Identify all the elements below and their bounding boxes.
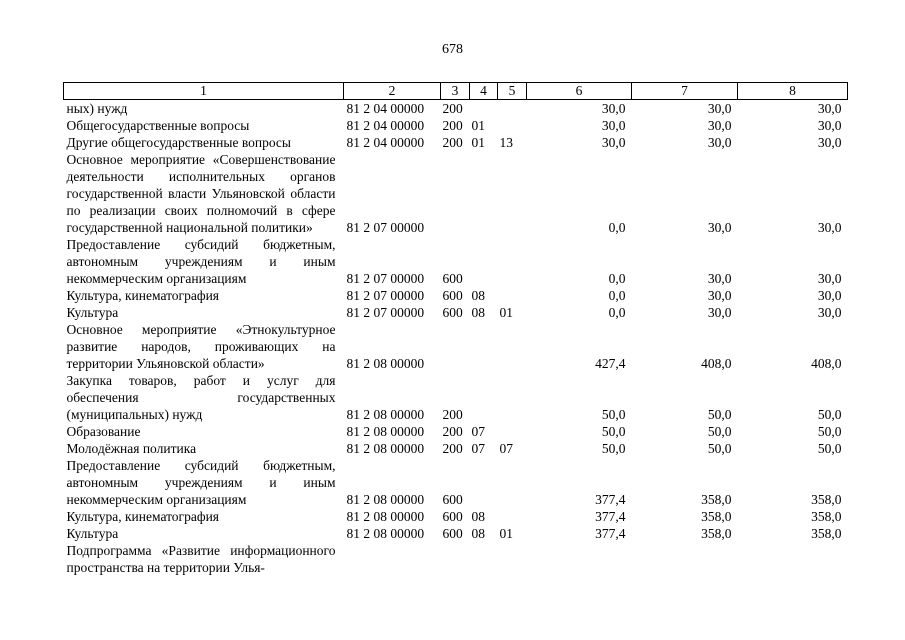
row-expense-type-cell: 600 — [442, 492, 463, 507]
row-value-8-cell: 30,0 — [817, 288, 842, 303]
row-expense-type-cell: 600 — [442, 526, 463, 541]
row-value-7-cell: 50,0 — [707, 441, 732, 456]
row-value-6-cell: 30,0 — [601, 118, 626, 133]
row-expense-type-cell — [441, 151, 470, 236]
table-row — [64, 440, 848, 457]
row-subsection-cell — [498, 508, 527, 525]
table-row — [64, 372, 848, 423]
table-row — [64, 134, 848, 151]
row-code-cell: 81 2 08 00000 — [346, 356, 425, 371]
row-expense-type-cell: 200 — [442, 441, 463, 456]
row-subsection-cell — [498, 423, 527, 440]
table-row — [64, 321, 848, 372]
row-value-8-cell: 30,0 — [817, 220, 842, 235]
column-header: 8 — [738, 83, 848, 100]
row-name-cell: Предоставление субсидий бюджетным, автономным учреждениям и иным некоммерческим организациям — [66, 237, 336, 286]
row-value-6-cell: 50,0 — [601, 407, 626, 422]
table-row — [64, 100, 848, 118]
row-name-cell: Образование — [66, 424, 141, 439]
row-code-cell: 81 2 07 00000 — [346, 271, 425, 286]
row-section-cell — [470, 457, 498, 508]
row-code-cell: 81 2 08 00000 — [346, 492, 425, 507]
table-row — [64, 508, 848, 525]
row-expense-type-cell: 200 — [442, 407, 463, 422]
row-value-8-cell: 358,0 — [811, 526, 842, 541]
row-value-6-cell: 0,0 — [608, 271, 626, 286]
row-subsection-cell — [498, 117, 527, 134]
row-section-cell — [470, 100, 498, 118]
table-row — [64, 304, 848, 321]
column-header: 1 — [64, 83, 344, 100]
row-section-cell: 07 — [471, 424, 485, 439]
row-section-cell — [470, 542, 498, 576]
row-expense-type-cell: 200 — [442, 424, 463, 439]
row-subsection-cell: 01 — [499, 526, 513, 541]
row-value-8-cell: 30,0 — [817, 305, 842, 320]
table-body — [64, 100, 848, 577]
row-value-8-cell: 30,0 — [817, 118, 842, 133]
row-section-cell: 08 — [471, 526, 485, 541]
row-value-8-cell: 30,0 — [817, 101, 842, 116]
row-value-7-cell: 30,0 — [707, 135, 732, 150]
row-code-cell: 81 2 04 00000 — [346, 135, 425, 150]
row-expense-type-cell: 600 — [442, 305, 463, 320]
row-value-8-cell: 30,0 — [817, 271, 842, 286]
table-row — [64, 423, 848, 440]
table-row — [64, 457, 848, 508]
row-value-6-cell: 377,4 — [595, 509, 626, 524]
column-header: 5 — [498, 83, 527, 100]
row-value-8-cell — [738, 542, 848, 576]
table-row — [64, 151, 848, 236]
table-row — [64, 542, 848, 576]
row-name-cell: Основное мероприятие «Совершенствование деятельности исполнительных органов государственной власти Ульяновской области по реализации своих полномочий в сфере государственной национальной политики» — [66, 152, 336, 235]
table-row — [64, 525, 848, 542]
row-value-6-cell: 30,0 — [601, 135, 626, 150]
row-code-cell: 81 2 08 00000 — [346, 509, 425, 524]
row-section-cell — [470, 151, 498, 236]
row-code-cell: 81 2 04 00000 — [346, 101, 425, 116]
row-name-cell: Общегосударственные вопросы — [66, 118, 250, 133]
row-name-cell: Другие общегосударственные вопросы — [66, 135, 291, 150]
row-value-8-cell: 50,0 — [817, 424, 842, 439]
row-value-7-cell: 358,0 — [701, 492, 732, 507]
row-subsection-cell — [498, 457, 527, 508]
row-value-6-cell: 50,0 — [601, 424, 626, 439]
row-value-6-cell: 427,4 — [595, 356, 626, 371]
row-code-cell: 81 2 07 00000 — [346, 220, 425, 235]
row-expense-type-cell — [441, 321, 470, 372]
row-expense-type-cell: 200 — [442, 101, 463, 116]
row-value-6-cell: 377,4 — [595, 492, 626, 507]
row-code-cell: 81 2 08 00000 — [346, 441, 425, 456]
table-row — [64, 287, 848, 304]
row-subsection-cell: 13 — [499, 135, 513, 150]
column-header: 3 — [441, 83, 470, 100]
row-value-7-cell: 358,0 — [701, 526, 732, 541]
row-value-7-cell: 30,0 — [707, 271, 732, 286]
row-code-cell: 81 2 08 00000 — [346, 424, 425, 439]
row-value-6-cell: 50,0 — [601, 441, 626, 456]
row-name-cell: Культура, кинематография — [66, 288, 220, 303]
column-header: 6 — [527, 83, 632, 100]
row-expense-type-cell — [441, 542, 470, 576]
row-name-cell: Культура — [66, 305, 119, 320]
row-code-cell: 81 2 08 00000 — [346, 407, 425, 422]
row-subsection-cell — [498, 372, 527, 423]
row-subsection-cell: 01 — [499, 305, 513, 320]
row-subsection-cell: 07 — [499, 441, 513, 456]
table-header-row — [64, 83, 848, 100]
row-section-cell: 08 — [471, 509, 485, 524]
column-header: 7 — [632, 83, 738, 100]
row-section-cell — [470, 236, 498, 287]
row-value-7-cell: 358,0 — [701, 509, 732, 524]
row-name-cell: Основное мероприятие «Этнокультурное развитие народов, проживающих на территории Ульяновской области» — [66, 322, 336, 371]
row-value-6-cell: 0,0 — [608, 305, 626, 320]
row-subsection-cell — [498, 100, 527, 118]
row-name-cell: Предоставление субсидий бюджетным, автономным учреждениям и иным некоммерческим организациям — [66, 458, 336, 507]
row-value-7-cell: 30,0 — [707, 118, 732, 133]
row-value-6-cell: 30,0 — [601, 101, 626, 116]
row-value-7-cell: 408,0 — [701, 356, 732, 371]
row-name-cell: ных) нужд — [66, 101, 128, 116]
row-value-6-cell: 0,0 — [608, 288, 626, 303]
row-section-cell: 01 — [471, 118, 485, 133]
row-subsection-cell — [498, 542, 527, 576]
row-value-6-cell — [527, 542, 632, 576]
row-value-8-cell: 408,0 — [811, 356, 842, 371]
table-row — [64, 117, 848, 134]
row-value-8-cell: 358,0 — [811, 492, 842, 507]
row-code-cell: 81 2 07 00000 — [346, 305, 425, 320]
row-value-8-cell: 50,0 — [817, 407, 842, 422]
row-name-cell: Закупка товаров, работ и услуг для обеспечения государственных (муниципальных) нужд — [66, 373, 336, 422]
row-subsection-cell — [498, 321, 527, 372]
column-header: 4 — [470, 83, 498, 100]
row-value-6-cell: 0,0 — [608, 220, 626, 235]
row-section-cell — [470, 321, 498, 372]
row-expense-type-cell: 200 — [442, 118, 463, 133]
row-section-cell: 01 — [471, 135, 485, 150]
row-code-cell: 81 2 04 00000 — [346, 118, 425, 133]
row-value-7-cell: 50,0 — [707, 424, 732, 439]
row-code-cell: 81 2 07 00000 — [346, 288, 425, 303]
row-value-7-cell: 30,0 — [707, 101, 732, 116]
row-value-7-cell — [632, 542, 738, 576]
table-row — [64, 236, 848, 287]
row-section-cell: 08 — [471, 305, 485, 320]
row-value-7-cell: 50,0 — [707, 407, 732, 422]
row-expense-type-cell: 600 — [442, 271, 463, 286]
row-name-cell: Подпрограмма «Развитие информационного пространства на территории Улья- — [66, 543, 336, 575]
budget-table — [63, 82, 848, 576]
row-value-8-cell: 50,0 — [817, 441, 842, 456]
row-subsection-cell — [498, 236, 527, 287]
row-expense-type-cell: 600 — [442, 288, 463, 303]
row-name-cell: Молодёжная политика — [66, 441, 197, 456]
row-section-cell — [470, 372, 498, 423]
row-code-cell — [344, 542, 441, 576]
row-section-cell: 08 — [471, 288, 485, 303]
row-code-cell: 81 2 08 00000 — [346, 526, 425, 541]
row-name-cell: Культура — [66, 526, 119, 541]
row-section-cell: 07 — [471, 441, 485, 456]
row-subsection-cell — [498, 151, 527, 236]
row-expense-type-cell: 200 — [442, 135, 463, 150]
page-number: 678 — [442, 42, 463, 57]
row-value-7-cell: 30,0 — [707, 305, 732, 320]
row-value-8-cell: 30,0 — [817, 135, 842, 150]
row-value-7-cell: 30,0 — [707, 288, 732, 303]
row-name-cell: Культура, кинематография — [66, 509, 220, 524]
row-value-7-cell: 30,0 — [707, 220, 732, 235]
column-header: 2 — [344, 83, 441, 100]
row-subsection-cell — [498, 287, 527, 304]
row-expense-type-cell: 600 — [442, 509, 463, 524]
row-value-8-cell: 358,0 — [811, 509, 842, 524]
row-value-6-cell: 377,4 — [595, 526, 626, 541]
